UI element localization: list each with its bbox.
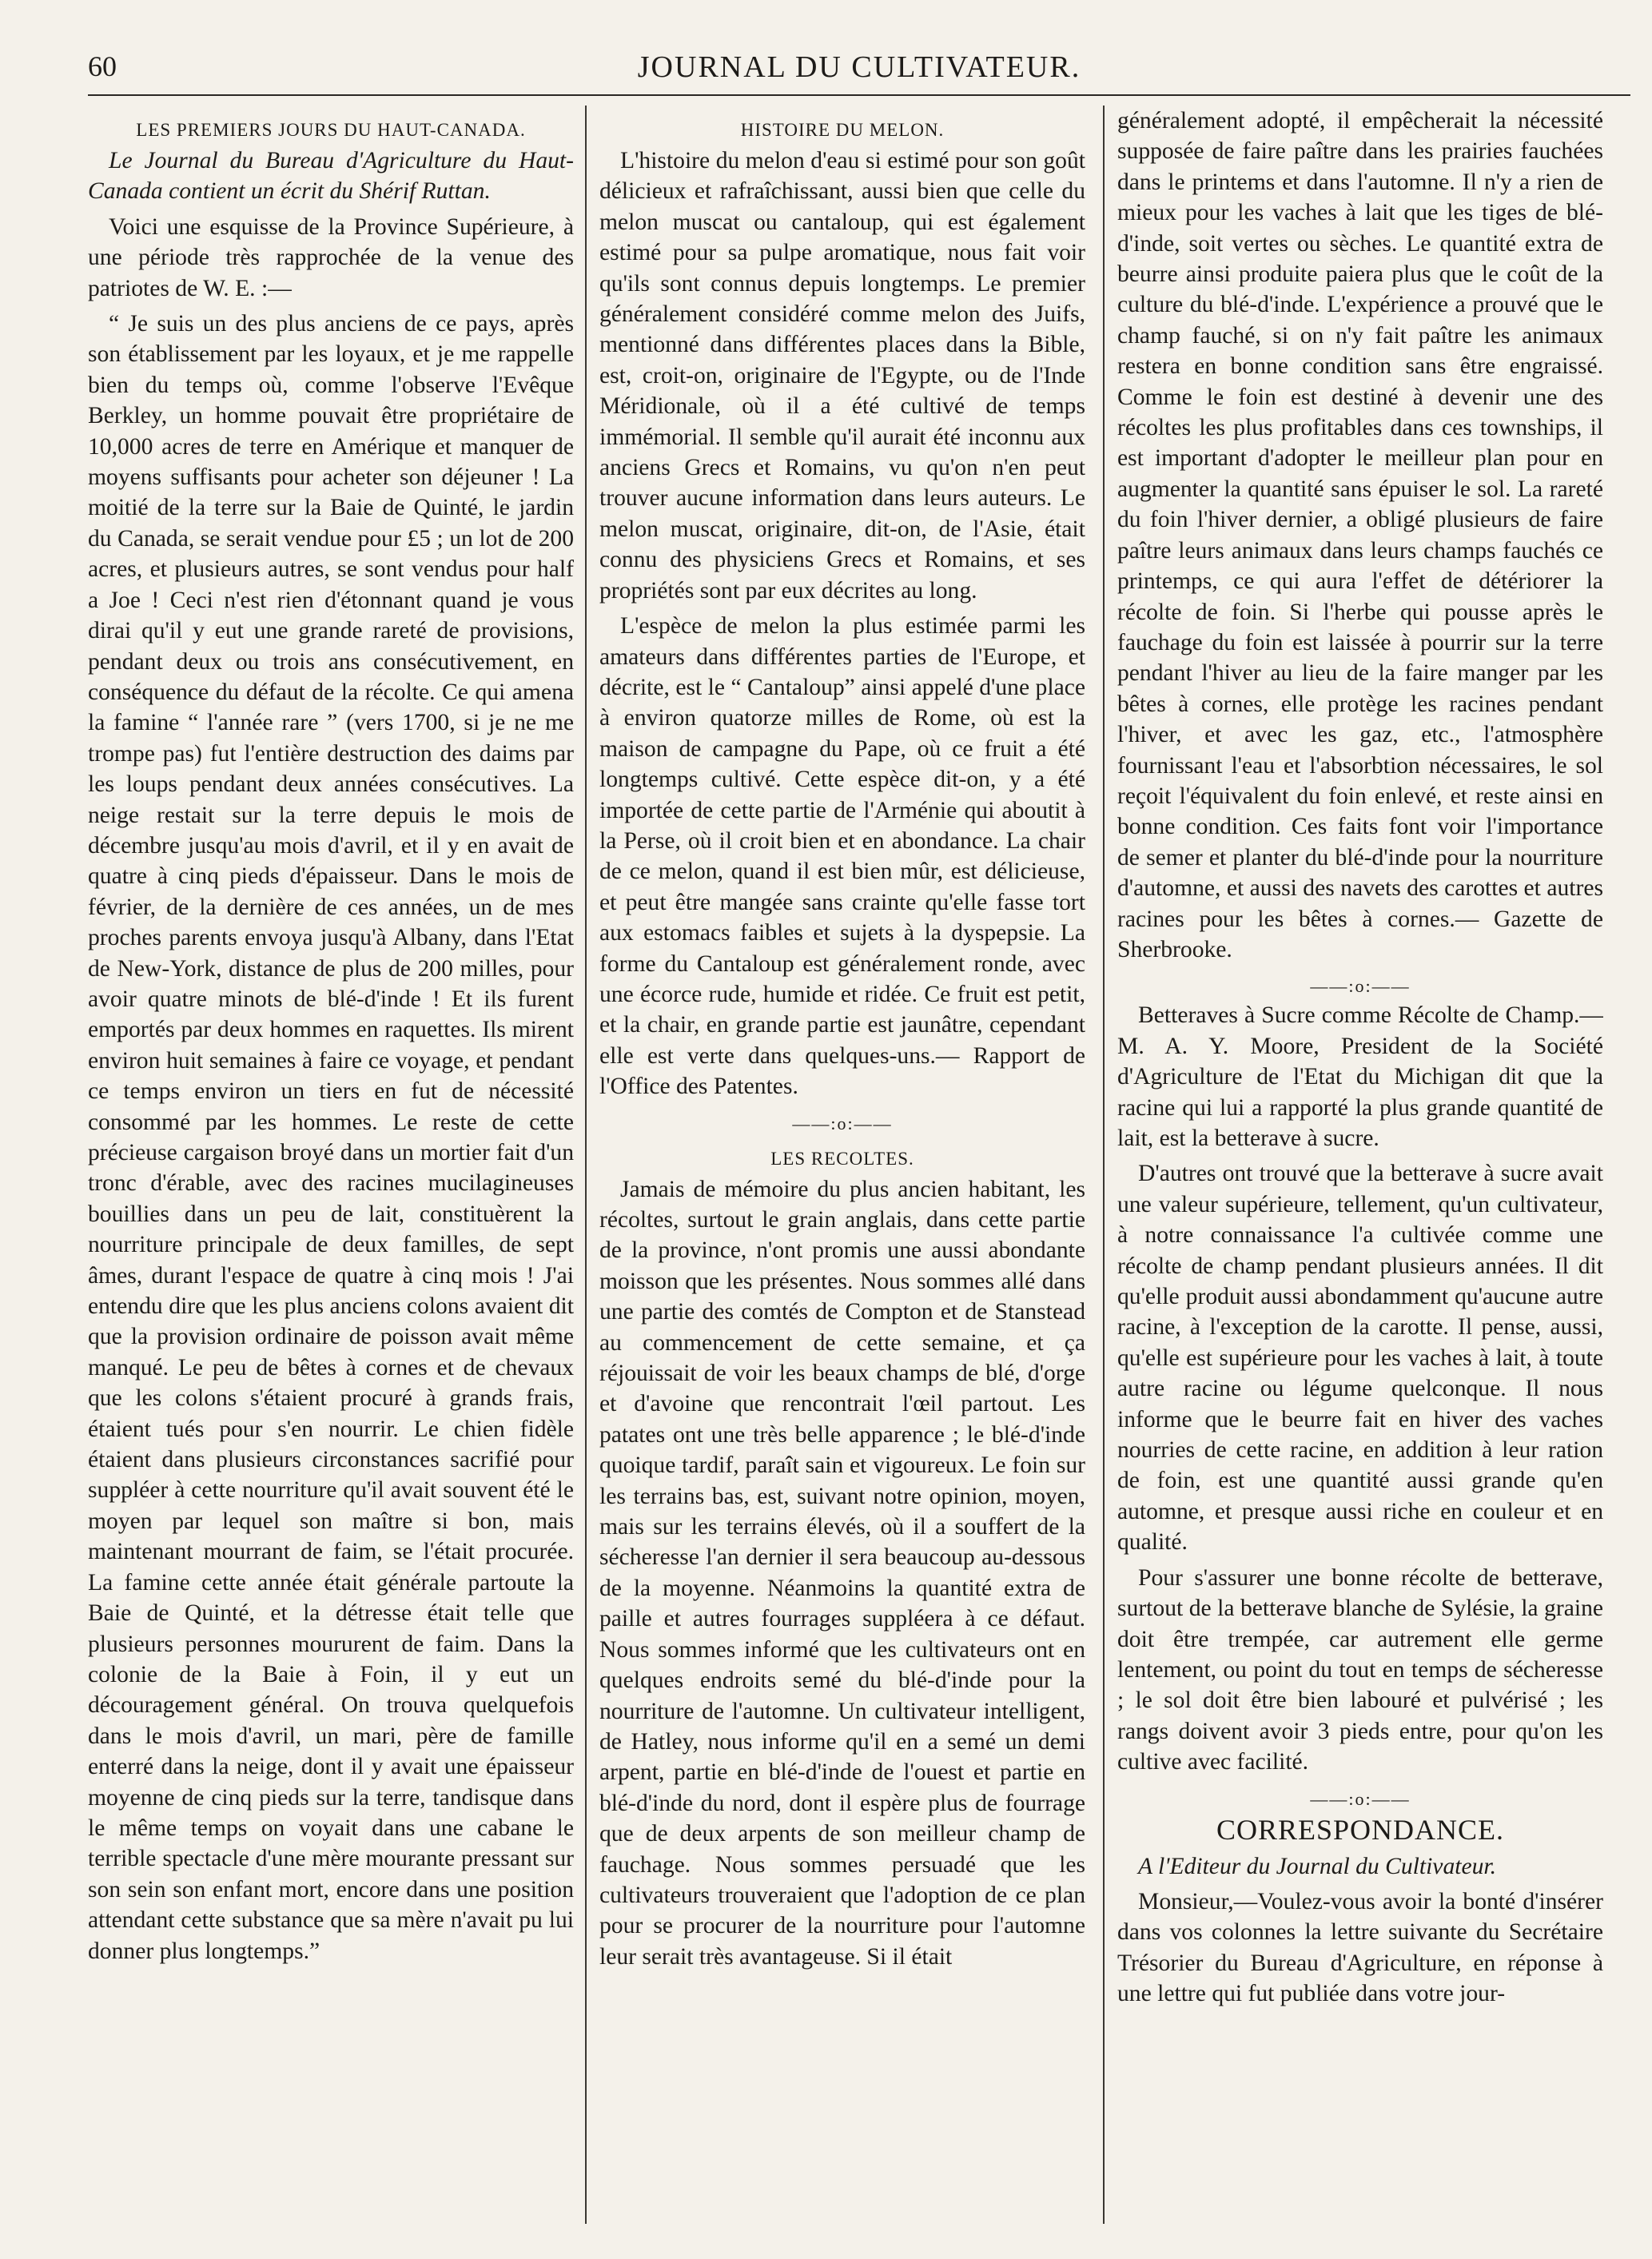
article-paragraph: Monsieur,—Voulez-vous avoir la bonté d'insérer dans vos colonnes la lettre suivante du Secrétaire Trésorier du Bureau d'Agriculture, en réponse à une lettre qui fut publiée dans votre jour- [1117, 1888, 1603, 2007]
column-3 [1117, 106, 1603, 2232]
column-1 [88, 106, 574, 2232]
page-columns [88, 106, 1630, 2232]
article-paragraph: Betteraves à Sucre comme Récolte de Champ.—M. A. Y. Moore, President de la Société d'Agriculture de l'Etat du Michigan dit que la racine qui lui a rapporté la plus grande quantité de lait, est la betterave à sucre. [1117, 1002, 1603, 1151]
journal-title: JOURNAL DU CULTIVATEUR. [637, 50, 1081, 84]
article-paragraph: Jamais de mémoire du plus ancien habitant, les récoltes, surtout le grain anglais, dans cette partie de la province, n'ont promis une aussi abondante moisson que les présentes. Nous sommes allé dans une partie des comtés de Compton et de Stanstead au commencement de cette semaine, et ça réjouissait de voir les beaux champs de blé, d'orge et d'avoine que rencontrait l'œil partout. Les patates ont une très belle apparence ; le blé-d'inde quoique tardif, paraît sain et vigoureux. Le foin sur les terrains bas, est, suivant notre opinion, moyen, mais sur les terrains élevés, où il a souffert de la sécheresse l'an dernier il sera beaucoup au-dessous de la moyenne. Néanmoins la quantité extra de paille et autres fourrages suppléera à ce défaut. Nous sommes informé que les cultivateurs ont en quelques endroits semé du blé-d'inde pour la nourriture de l'automne. Un cultivateur intelligent, de Hatley, nous informe qu'il en a semé un demi arpent, partie en blé-d'inde de l'ouest et partie en blé-d'inde du nord, dont il espère plus de fourrage que de deux arpents de son meilleur champ de fauchage. Nous sommes persuadé que les cultivateurs trouveraient que l'adoption de ce plan pour se procurer de la nourriture pour l'automne leur serait très avantageuse. Si il était [599, 1176, 1085, 1970]
correspondance-address: A l'Editeur du Journal du Cultivateur. [1138, 1853, 1497, 1879]
article-paragraph: “ Je suis un des plus anciens de ce pays, après son établissement par les loyaux, et je me rappelle bien du temps où, comme l'observe l'Evêque Berkley, un homme pouvait être propriétaire de 10,000 acres de terre en Amérique et manquer de moyens suffisants pour acheter son déjeuner ! La moitié de la terre sur la Baie de Quinté, le jardin du Canada, se serait vendue pour £5 ; un lot de 200 acres, et plusieurs autres, se sont vendus pour half a Joe ! Ceci n'est rien d'étonnant quand je vous dirai qu'il y eut une grande rareté de provisions, pendant deux ou trois ans consécutivement, en conséquence du défaut de la récolte. Ce qui amena la famine “ l'année rare ” (vers 1700, si je ne me trompe pas) fut l'entière destruction des daims par les loups pendant deux années consécutives. La neige restait sur la terre depuis le mois de décembre jusqu'au mois d'avril, et il y en avait de quatre à cinq pieds d'épaisseur. Dans le mois de février, de la dernière de ces années, un de mes proches parents envoya jusqu'à Albany, dans l'Etat de New-York, distance de plus de 200 milles, pour avoir quatre minots de blé-d'inde ! Et ils furent emportés par deux hommes en raquettes. Ils mirent environ huit semaines à faire ce voyage, et pendant ce temps environ un tiers en fut de nécessité consommé par les hommes. Le reste de cette précieuse cargaison broyé dans un mortier fait d'un tronc d'érable, avec des racines mucilagineuses bouillies dans un peu de lait, constituèrent la nourriture principale de deux familles, de sept âmes, durant l'espace de quatre à cinq mois ! J'ai entendu dire que les plus anciens colons avaient dit que la provision ordinaire de poisson avait même manqué. Le peu de bêtes à cornes et de chevaux que les colons s'étaient procuré à grands frais, étaient tués pour s'en nourrir. Le chien fidèle étaient dans plusieurs circonstances sacrifié pour suppléer à cette nourriture qu'il avait souvent été le moyen par lequel son maître si bon, mais maintenant mourrant de faim, se l'était procurée. La famine cette année était générale partoute la Baie de Quinté, et la détresse était telle que plusieurs personnes moururent de faim. Dans la colonie de la Baie à Foin, il y eut un découragement général. On trouva quelquefois dans le mois d'avril, un mari, père de famille enterré dans la neige, dont il y avait une épaisseur moyenne de cinq pieds sur la terre, tandisque dans le même temps on voyait dans une cabane le terrible spectacle d'une mère mourante pressant sur son sein son enfant mort, encore dans une position attendant cette substance que sa mère n'avait pu lui donner plus longtemps.” [88, 311, 574, 1964]
header-rule [88, 94, 1630, 96]
column-divider-2 [1103, 106, 1105, 2224]
article-paragraph: Le Journal du Bureau d'Agriculture du Haut-Canada contient un écrit du Shérif Ruttan. [88, 148, 574, 205]
article-paragraph: L'espèce de melon la plus estimée parmi les amateurs dans différentes parties de l'Europe, et décrite, est le “ Cantaloup” ainsi appelé d'une place à environ quatorze milles de Rome, où est la maison de campagne du Pape, où ce fruit a été longtemps cultivé. Cette espèce dit-on, y a été importée de cette partie de l'Arménie qui aboutit à la Perse, où il croit bien et en abondance. La chair de ce melon, quand il est bien mûr, est délicieuse, et peut être mangée sans crainte qu'elle fasse tort aux estomacs faibles et sujets à la dyspepsie. La forme du Cantaloup est généralement ronde, avec une écorce rude, humide et ridée. Ce fruit est petit, et la chair, en grande partie est jaunâtre, cependant elle est verte dans quelques-uns.— Rapport de l'Office des Patentes. [599, 613, 1085, 1100]
section-heading-melon: HISTOIRE DU MELON. [740, 120, 945, 140]
section-divider: ——:o:—— [792, 1113, 893, 1133]
article-paragraph: Voici une esquisse de la Province Supérieure, à une période très rapprochée de la venue des patriotes de W. E. :— [88, 213, 574, 301]
section-divider: ——:o:—— [1310, 1788, 1411, 1809]
article-paragraph: généralement adopté, il empêcherait la nécessité supposée de faire paître dans les prairies fauchées dans le printems et dans l'automne. Il n'y a rien de mieux pour les vaches à lait que les tiges de blé-d'inde, soit vertes ou sèches. Le quantité extra de beurre ainsi produite paiera plus que le coût de la culture du blé-d'inde. L'expérience a prouvé que le champ fauché, si on n'y fait paître les animaux restera en bonne condition sans être engraissé. Comme le foin est destiné à devenir une des récoltes les plus profitables dans ces townships, il est important d'adopter le meilleur plan pour en augmenter la quantité sans épuiser le sol. La rareté du foin l'hiver dernier, a obligé plusieurs de faire paître leurs animaux dans leurs champs fauchés ce printemps, ce qui aura l'effet de détériorer la récolte de foin. Si l'herbe qui pousse après le fauchage du foin est laissée à pourrir sur la terre pendant l'hiver au lieu de la faire manger par les bêtes à cornes, elle protège les racines pendant l'hiver, et avec les gaz, etc., l'atmosphère fournissant l'eau et l'absorbtion nécessaires, le sol reçoit l'équivalent du foin enlevé, et reste ainsi en bonne condition. Ces faits font voir l'importance de semer et planter du blé-d'inde pour la nourriture d'automne, et aussi des navets des carottes et autres racines pour les bêtes à cornes.— Gazette de Sherbrooke. [1117, 108, 1603, 962]
column-divider-1 [585, 106, 587, 2224]
section-heading-correspondance: CORRESPONDANCE. [1216, 1813, 1505, 1846]
section-heading-recoltes: LES RECOLTES. [770, 1148, 914, 1169]
page-header [88, 50, 1630, 98]
page-number: 60 [88, 50, 117, 82]
article-paragraph: Pour s'assurer une bonne récolte de betterave, surtout de la betterave blanche de Sylésie, la graine doit être trempée, car autrement elle germe lentement, ou point du tout en temps de sécheresse ; le sol doit être bien labouré et pulvérisé ; les rangs doivent avoir 3 pieds entre, pour qu'on les cultive avec facilité. [1117, 1564, 1603, 1775]
section-heading-haut-canada: LES PREMIERS JOURS DU HAUT-CANADA. [136, 120, 526, 140]
section-divider: ——:o:—— [1310, 976, 1411, 997]
article-paragraph: D'autres ont trouvé que la betterave à sucre avait une valeur supérieure, tellement, qu'un cultivateur, à notre connaissance l'a cultivée comme une récolte de champ pendant plusieurs années. Il dit qu'elle produit aussi abondamment qu'aucune autre racine, à l'exception de la carotte. Il pense, aussi, qu'elle est supérieure pour les vaches à lait, à toute autre racine ou légume quelconque. Il nous informe que le beurre fait en hiver des vaches nourries de cette racine, en addition à leur ration de foin, est une quantité aussi grande qu'en automne, et presque aussi riche en couleur et en qualité. [1117, 1161, 1603, 1556]
article-paragraph: L'histoire du melon d'eau si estimé pour son goût délicieux et rafraîchissant, aussi bien que celle du melon muscat ou cantaloup, qui est également estimé pour sa pulpe aromatique, nous fait voir qu'ils sont connus depuis longtemps. Le premier généralement considéré comme melon des Juifs, mentionné dans différentes places dans la Bible, est, croit-on, originaire de l'Egypte, ou de l'Inde Méridionale, où il a été cultivé de temps immémorial. Il semble qu'il aurait été inconnu aux anciens Grecs et Romains, vu qu'on n'en peut trouver aucune information dans leurs auteurs. Le melon muscat, originaire, dit-on, de l'Asie, était connu des physiciens Grecs et Romains, et ses propriétés sont par eux décrites au long. [599, 148, 1085, 604]
column-2 [599, 106, 1085, 2232]
